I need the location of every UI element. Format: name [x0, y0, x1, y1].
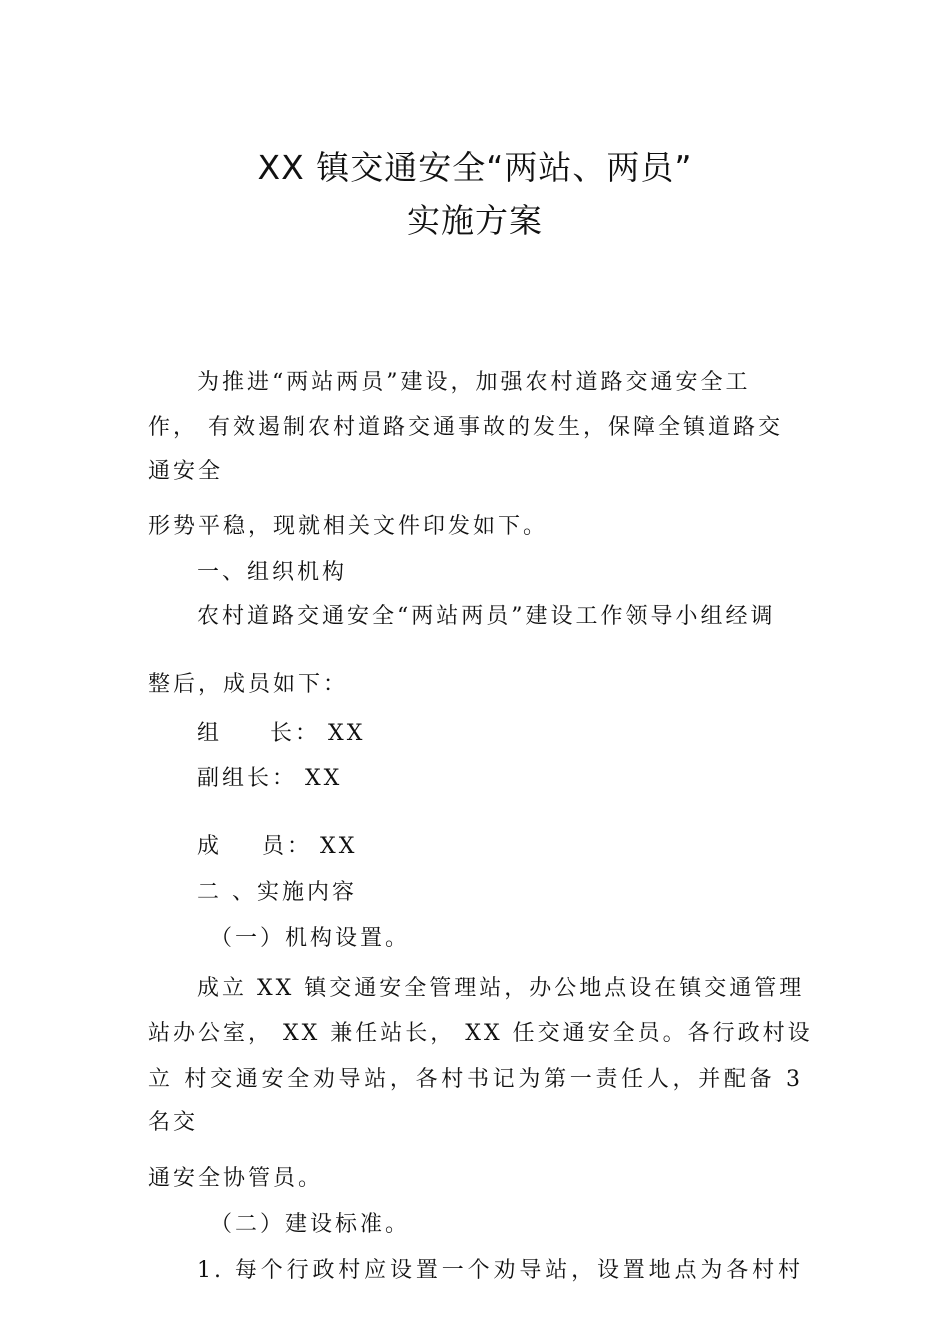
- subsection-1-line-1: 成立 XX 镇交通安全管理站，办公地点设在镇交通管理: [197, 976, 805, 1001]
- subsection-1-line-3: 立 村交通安全劝导站，各村书记为第一责任人，并配备 3: [148, 1067, 803, 1092]
- subsection-2-heading: （二）建设标准。: [210, 1212, 411, 1237]
- intro-line-1: 为推进“两站两员”建设，加强农村道路交通安全工: [197, 370, 751, 395]
- member-label: 成: [197, 834, 223, 859]
- section-1-heading: 一、组织机构: [197, 560, 348, 585]
- intro-line-4: 形势平稳，现就相关文件印发如下。: [148, 514, 549, 539]
- section-2-heading: 二 、实施内容: [197, 880, 357, 905]
- subsection-1-line-5: 通安全协管员。: [148, 1166, 324, 1191]
- leader-label-2: 长：: [270, 721, 321, 746]
- member-label-2: 员：: [262, 834, 313, 859]
- section-1-para-line-1: 农村道路交通安全“两站两员”建设工作领导小组经调: [197, 604, 776, 629]
- intro-line-2: 作， 有效遏制农村道路交通事故的发生，保障全镇道路交: [148, 415, 783, 440]
- section-1-para-line-2: 整后，成员如下：: [148, 672, 349, 697]
- subsection-1-line-4: 名交: [148, 1110, 199, 1135]
- member-value: XX: [320, 834, 358, 859]
- subsection-1-line-2: 站办公室， XX 兼任站长， XX 任交通安全员。各行政村设: [148, 1021, 813, 1046]
- document-title-line-2: 实施方案: [407, 201, 543, 240]
- intro-line-3: 通安全: [148, 459, 224, 484]
- deputy-row: [197, 764, 342, 794]
- deputy-value: XX: [305, 766, 343, 791]
- leader-label: 组: [197, 721, 223, 746]
- deputy-label: 副组长：: [197, 766, 298, 791]
- subsection-1-heading: （一）机构设置。: [210, 926, 411, 951]
- document-title-line-1: XX 镇交通安全“两站、两员”: [257, 148, 693, 187]
- leader-value: XX: [328, 721, 366, 746]
- leader-row: [197, 719, 365, 749]
- member-row: [197, 832, 357, 862]
- item-1-line: 1. 每个行政村应设置一个劝导站，设置地点为各村村: [197, 1258, 803, 1283]
